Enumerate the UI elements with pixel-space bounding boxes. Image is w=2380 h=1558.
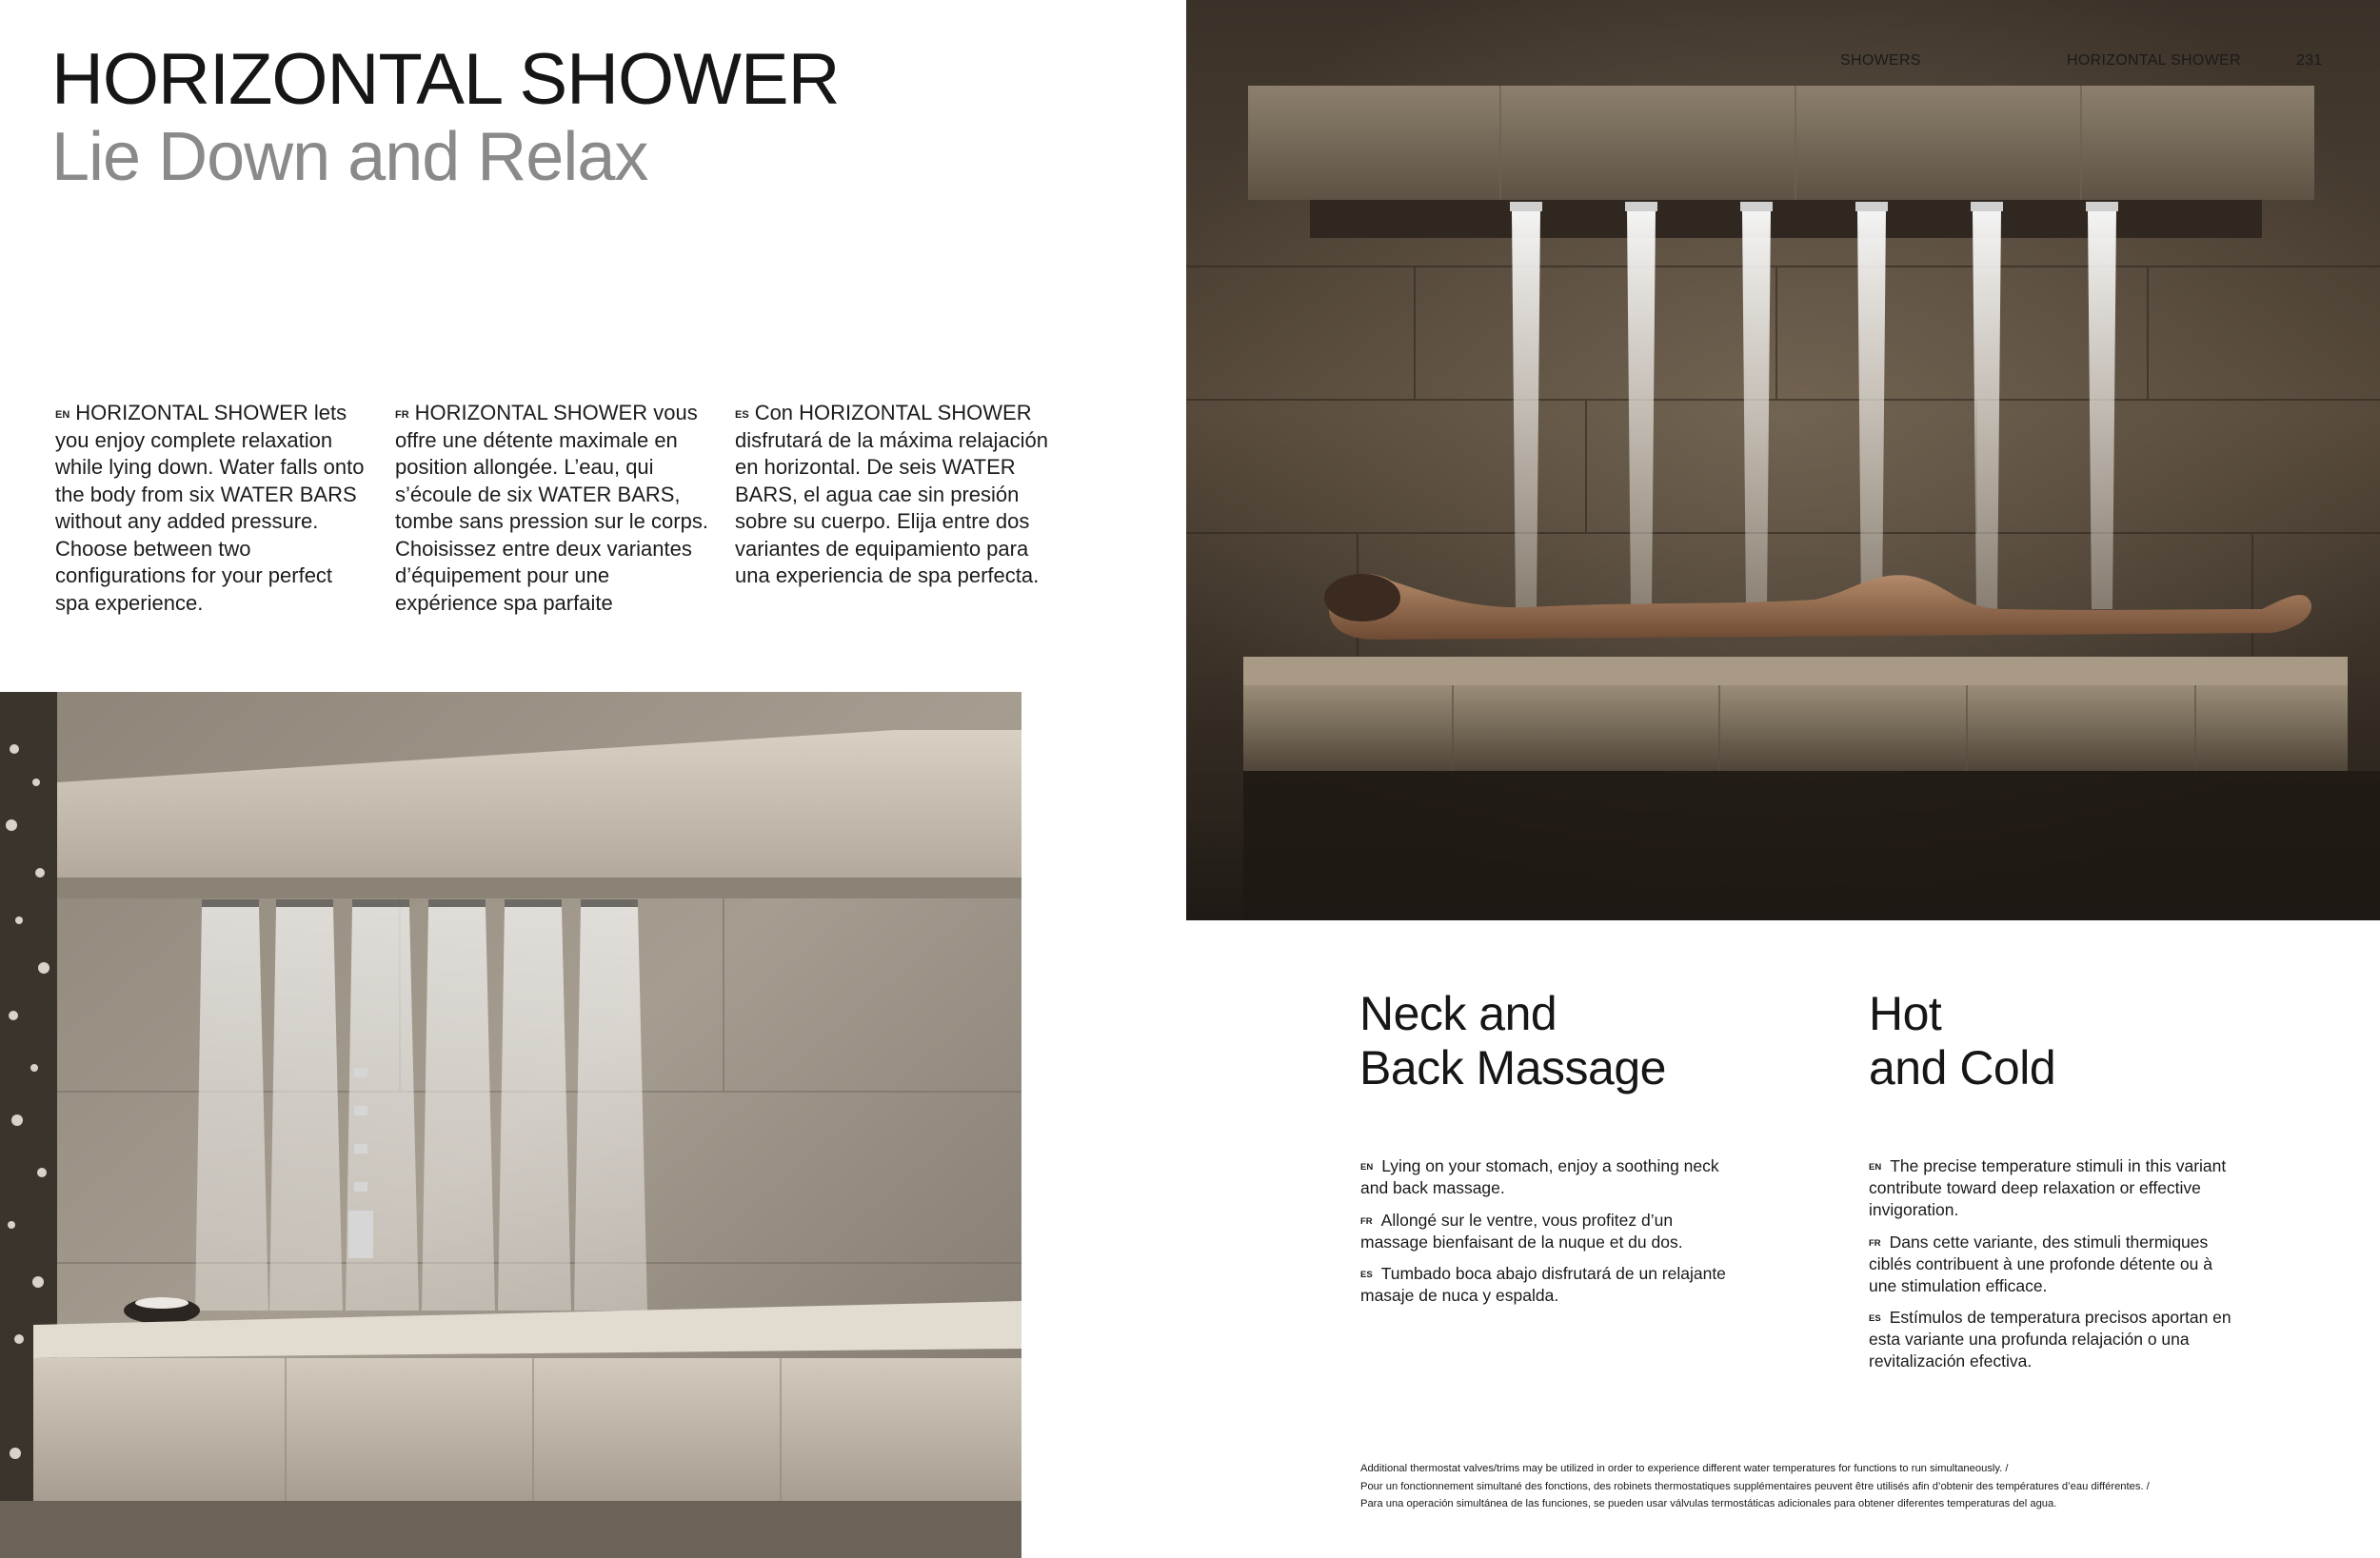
footnote xyxy=(1360,1460,2341,1513)
heading-hot-line1: Hot xyxy=(1869,987,1942,1040)
intro-en-text: HORIZONTAL SHOWER lets you enjoy complete relaxation while lying down. Water falls onto the body from six WATER BARS without any added pressure. Choose between two configurations for your perfect spa experience. xyxy=(55,401,365,615)
page-number: 231 xyxy=(2296,52,2323,69)
heading-neck-line1: Neck and xyxy=(1359,987,1557,1040)
photo-horizontal-shower-installation xyxy=(0,692,1021,1558)
neck-text-en xyxy=(1360,1155,1732,1199)
lang-code-es: ES xyxy=(1360,1270,1373,1280)
hot-text-es xyxy=(1869,1307,2240,1372)
heading-neck-line2: Back Massage xyxy=(1359,1041,1666,1095)
intro-es xyxy=(735,400,1049,590)
hot-en-text: The precise temperature stimuli in this variant contribute toward deep relaxation or effective invigoration. xyxy=(1869,1156,2227,1219)
lang-code-en: EN xyxy=(1360,1162,1374,1173)
neck-es-text: Tumbado boca abajo disfrutará de un relajante masaje de nuca y espalda. xyxy=(1360,1264,1726,1305)
intro-es-text: Con HORIZONTAL SHOWER disfrutará de la máxima relajación en horizontal. De seis WATER BARS, el agua cae sin presión sobre su cuerpo. Elija entre dos variantes de equipamiento para una experiencia de spa perfecta. xyxy=(735,401,1048,587)
hot-es-text: Estímulos de temperatura precisos aportan en esta variante una profunda relajación o una revitalización efectiva. xyxy=(1869,1308,2231,1371)
neck-fr-text: Allongé sur le ventre, vous profitez d’un massage bienfaisant de la nuque et du dos. xyxy=(1360,1211,1683,1252)
hot-text-fr xyxy=(1869,1232,2240,1297)
lang-code-es: ES xyxy=(1869,1313,1881,1324)
lang-code-en: EN xyxy=(55,409,70,421)
lang-code-fr: FR xyxy=(1869,1238,1881,1249)
footnote-fr: Pour un fonctionnement simultané des fonctions, des robinets thermostatiques supplémentaires peuvent être utilisés afin d’obtenir des températures d’eau différentes. / xyxy=(1360,1480,2150,1492)
intro-en xyxy=(55,400,369,617)
footnote-en: Additional thermostat valves/trims may be utilized in order to experience different water temperatures for functions to run simultaneously. / xyxy=(1360,1463,2009,1474)
header-subsection: HORIZONTAL SHOWER xyxy=(2067,52,2241,69)
neck-text-es xyxy=(1360,1263,1732,1307)
page-subtitle: Lie Down and Relax xyxy=(51,119,648,195)
lang-code-en: EN xyxy=(1869,1162,1882,1173)
heading-hot-and-cold xyxy=(1869,987,2055,1095)
heading-hot-line2: and Cold xyxy=(1869,1041,2056,1095)
intro-fr-text: HORIZONTAL SHOWER vous offre une détente maximale en position allongée. L’eau, qui s’écoule de six WATER BARS, tombe sans pression sur le corps. Choisissez entre deux variantes d’équipement pour une expérience spa parfaite xyxy=(395,401,708,615)
page-title: HORIZONTAL SHOWER xyxy=(51,39,840,120)
neck-en-text: Lying on your stomach, enjoy a soothing neck and back massage. xyxy=(1360,1156,1719,1197)
hot-text-en xyxy=(1869,1155,2240,1221)
header-section: SHOWERS xyxy=(1840,52,1921,69)
neck-text-fr xyxy=(1360,1210,1732,1253)
lang-code-es: ES xyxy=(735,409,749,421)
footnote-es: Para una operación simultánea de las funciones, se pueden usar válvulas termostáticas adicionales para obtener diferentes temperaturas del agua. xyxy=(1360,1498,2057,1509)
hot-fr-text: Dans cette variante, des stimuli thermiques ciblés contribuent à une profonde détente ou à une stimulation efficace. xyxy=(1869,1233,2212,1295)
photo-horizontal-shower-lying xyxy=(1186,0,2380,920)
heading-neck-back-massage xyxy=(1359,987,1666,1095)
lang-code-fr: FR xyxy=(1360,1216,1373,1227)
intro-fr xyxy=(395,400,709,617)
lang-code-fr: FR xyxy=(395,409,409,421)
